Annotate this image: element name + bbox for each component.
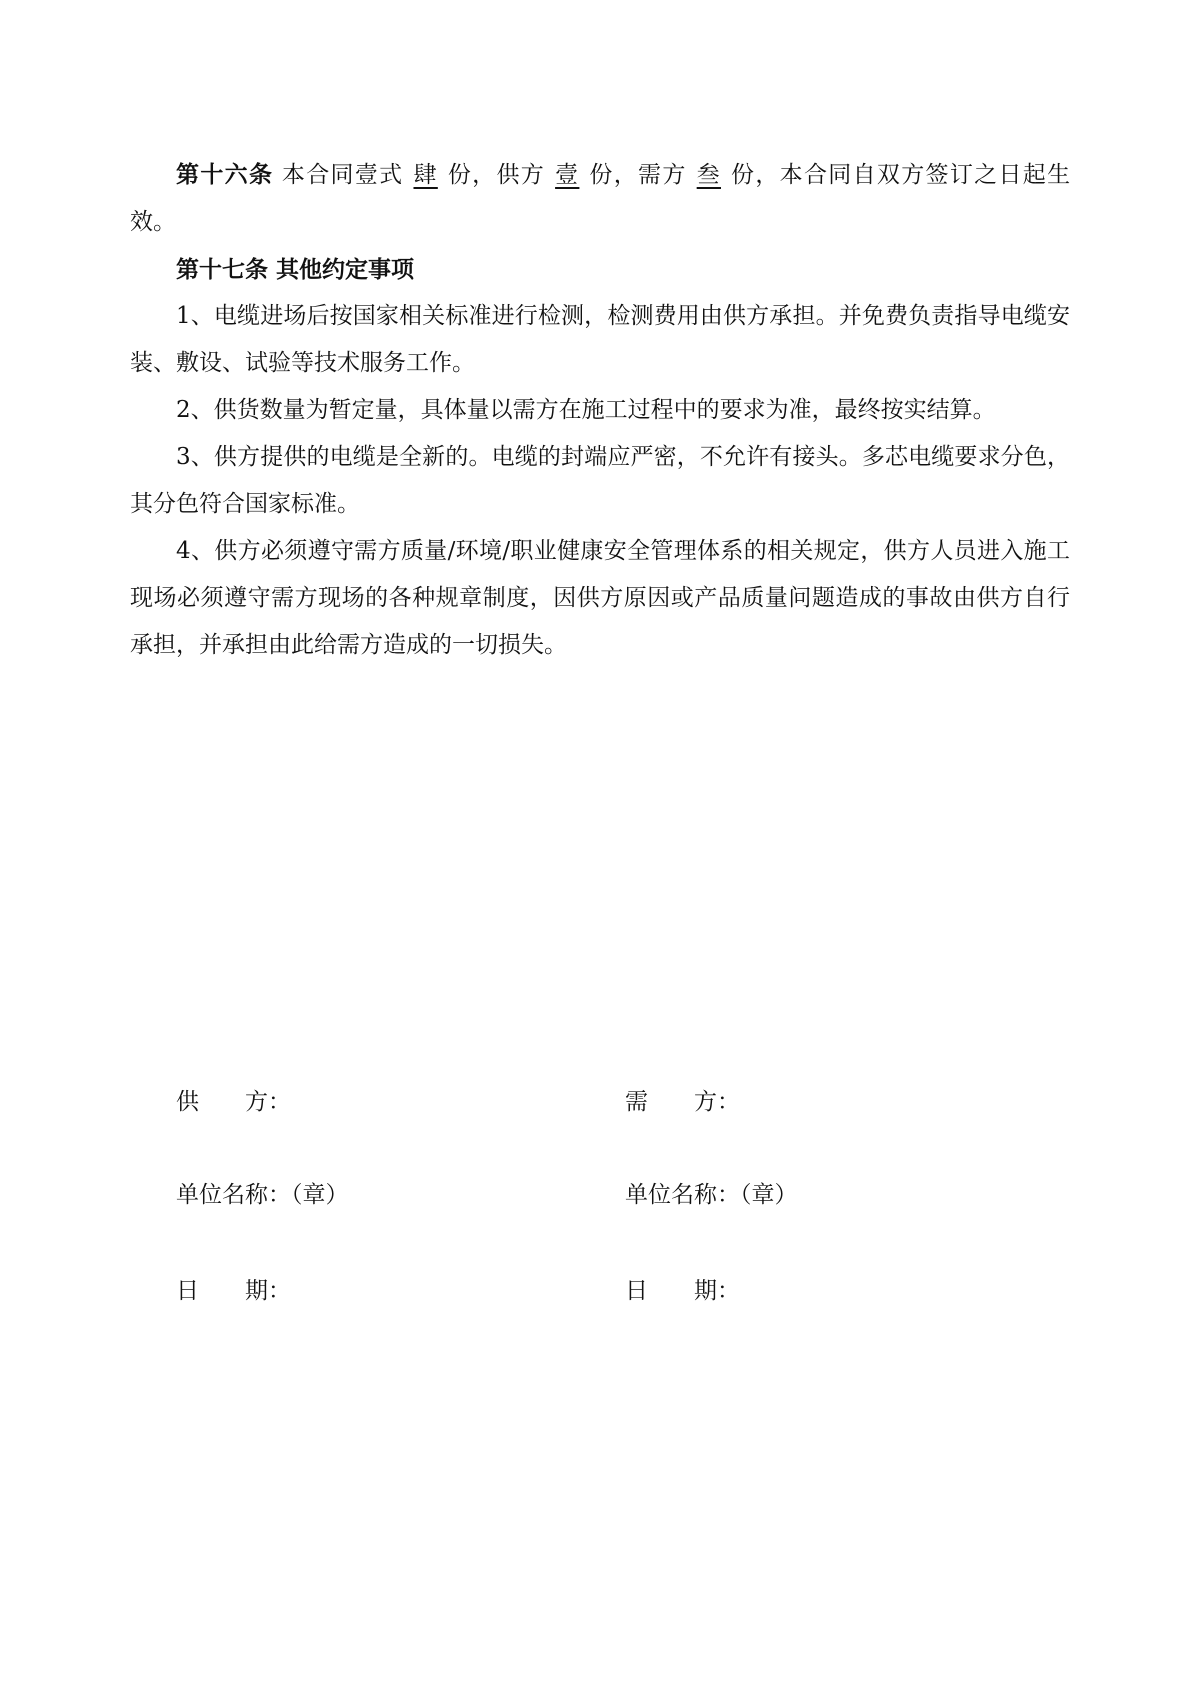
- supplier-unit-label: 单位名称：（章）: [176, 1182, 349, 1208]
- article-17-item-1: 1、电缆进场后按国家相关标准进行检测，检测费用由供方承担。并免费负责指导电缆安装、敷设、试验等技术服务工作。: [130, 303, 1070, 376]
- contract-body: [130, 151, 1070, 669]
- article-16-text-3: 份，需方: [589, 162, 687, 188]
- buyer-party-label: [625, 1087, 740, 1117]
- buyer-unit-label: 单位名称：（章）: [625, 1182, 798, 1208]
- article-17-item-2: 2、供货数量为暂定量，具体量以需方在施工过程中的要求为准，最终按实结算。: [176, 397, 996, 423]
- supplier-date-char2: 期：: [245, 1278, 291, 1304]
- article-16-text-2: 份，供方: [447, 162, 546, 188]
- copies-supplier-fill: 壹: [555, 162, 580, 188]
- article-17-title: 第十七条 其他约定事项: [176, 256, 415, 283]
- article-16-paragraph: [130, 151, 1070, 246]
- buyer-date-char1: 日: [625, 1278, 648, 1304]
- supplier-party-label: [176, 1087, 291, 1117]
- buyer-date-label: [625, 1276, 740, 1306]
- article-16-title: 第十六条: [176, 161, 274, 188]
- article-16-text-1: 本合同壹式: [281, 162, 404, 188]
- article-16-text-4: 份，本合同自双方签订之日起生效。: [130, 162, 1071, 235]
- supplier-party-char2: 方：: [245, 1089, 291, 1115]
- buyer-party-char2: 方：: [694, 1089, 740, 1115]
- supplier-date-char1: 日: [176, 1278, 199, 1304]
- buyer-date-char2: 期：: [694, 1278, 740, 1304]
- supplier-date-label: [176, 1276, 291, 1306]
- supplier-party-char1: 供: [176, 1089, 199, 1115]
- article-17-item-4: 4、供方必须遵守需方质量/环境/职业健康安全管理体系的相关规定，供方人员进入施工现场必须遵守需方现场的各种规章制度，因供方原因或产品质量问题造成的事故由供方自行承担，并承担由此给需方造成的一切损失。: [130, 538, 1070, 658]
- copies-total-fill: 肆: [413, 162, 438, 188]
- buyer-party-char1: 需: [625, 1089, 648, 1115]
- copies-buyer-fill: 叁: [696, 162, 721, 188]
- article-17-item-3: 3、供方提供的电缆是全新的。电缆的封端应严密，不允许有接头。多芯电缆要求分色，其分色符合国家标准。: [130, 444, 1070, 517]
